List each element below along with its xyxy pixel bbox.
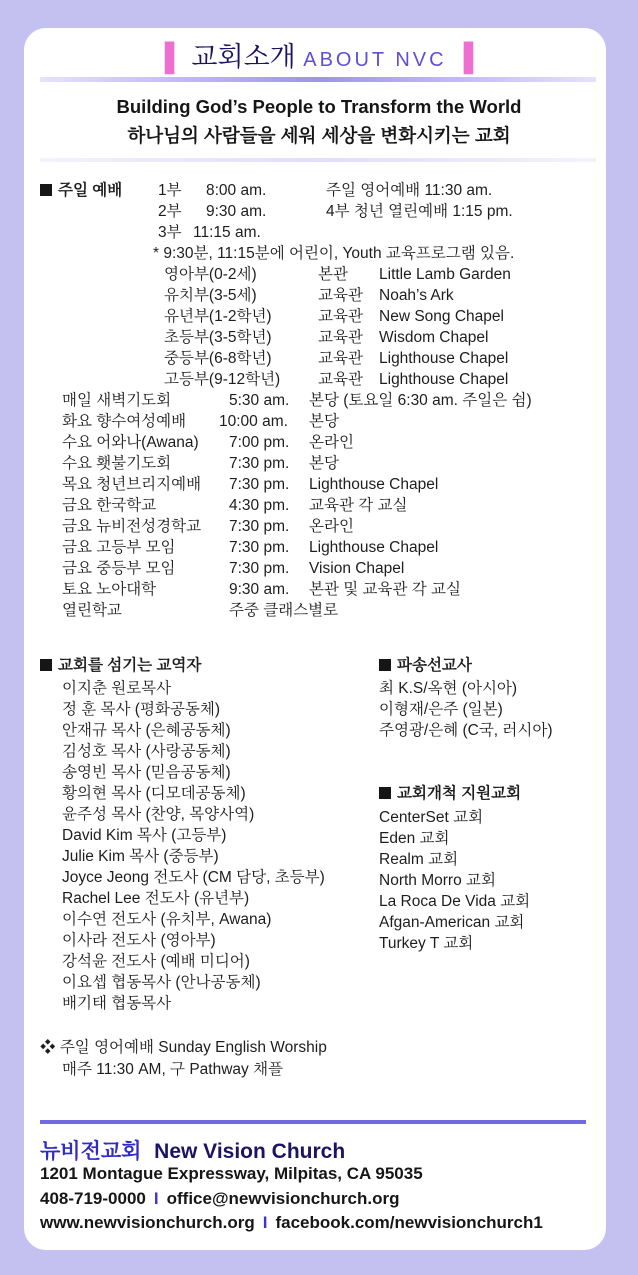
program-room: Wisdom Chapel: [379, 329, 489, 346]
square-bullet-icon: [379, 659, 391, 671]
plant-item: North Morro 교회: [379, 872, 496, 889]
motto-divider: [40, 158, 596, 162]
motto-ko: 하나님의 사람들을 세워 세상을 변화시키는 교회: [127, 125, 511, 146]
footer-web: [40, 1213, 543, 1233]
schedule-place: Vision Chapel: [309, 560, 405, 577]
plant-item: Realm 교회: [379, 851, 459, 868]
schedule-name: 금요 뉴비전성경학교: [62, 518, 202, 535]
square-bullet-icon: [40, 184, 52, 196]
schedule-name: 수요 횃불기도회: [62, 455, 172, 472]
program-dept: 영아부(0-2세): [164, 266, 257, 283]
youth-worship-time: 4부 청년 열린예배 1:15 pm.: [326, 203, 513, 220]
worship-svc-3: 3부: [158, 224, 182, 241]
schedule-place: 온라인: [309, 434, 354, 451]
worship-heading: 주일 예배: [40, 182, 122, 200]
staff-heading: 교회를 섬기는 교역자: [40, 657, 201, 675]
education-note: * 9:30분, 11:15분에 어린이, Youth 교육프로그램 있음.: [153, 245, 515, 262]
staff-item: Rachel Lee 전도사 (유년부): [62, 890, 250, 907]
schedule-place: 본관 및 교육관 각 교실: [309, 581, 461, 598]
schedule-time: 7:30 pm.: [229, 455, 290, 472]
worship-time-1: 8:00 am.: [206, 182, 267, 199]
staff-item: 이요셉 협동목사 (안나공동체): [62, 974, 261, 991]
staff-item: 안재규 목사 (은혜공동체): [62, 722, 231, 739]
schedule-time: 7:00 pm.: [229, 434, 290, 451]
english-worship-time: 주일 영어예배 11:30 am.: [326, 182, 493, 199]
schedule-time: 5:30 am.: [229, 392, 290, 409]
footer-church-name: [40, 1135, 345, 1165]
header-title-en: ABOUT NVC: [303, 49, 447, 71]
worship-time-3: 11:15 am.: [193, 224, 261, 241]
plant-item: CenterSet 교회: [379, 809, 484, 826]
schedule-name: 목요 청년브리지예배: [62, 476, 202, 493]
worship-svc-1: 1부: [158, 182, 182, 199]
schedule-time: 9:30 am.: [229, 581, 290, 598]
footer-address: 1201 Montague Expressway, Milpitas, CA 95035: [40, 1164, 423, 1183]
schedule-time: 7:30 pm.: [229, 518, 290, 535]
footer-website[interactable]: www.newvisionchurch.org: [40, 1213, 255, 1232]
program-room: Noah’s Ark: [379, 287, 454, 304]
program-building: 교육관: [318, 329, 363, 346]
section-header: [0, 42, 638, 75]
staff-item: Joyce Jeong 전도사 (CM 담당, 초등부): [62, 869, 325, 886]
schedule-place: Lighthouse Chapel: [309, 539, 439, 556]
program-room: Lighthouse Chapel: [379, 371, 509, 388]
staff-item: 강석윤 전도사 (예배 미디어): [62, 953, 250, 970]
plant-item: Afgan-American 교회: [379, 914, 525, 931]
footer-phone: 408-719-0000: [40, 1189, 146, 1208]
program-dept: 중등부(6-8학년): [164, 350, 272, 367]
square-bullet-icon: [379, 787, 391, 799]
schedule-name: 수요 어와나(Awana): [62, 434, 199, 451]
footer-contact: [40, 1189, 400, 1209]
schedule-place: 교육관 각 교실: [309, 497, 408, 514]
church-name-en: New Vision Church: [154, 1140, 346, 1163]
schedule-time: 7:30 pm.: [229, 476, 290, 493]
staff-item: 이수연 전도사 (유치부, Awana): [62, 911, 272, 928]
staff-item: 정 훈 목사 (평화공동체): [62, 701, 221, 718]
plant-item: La Roca De Vida 교회: [379, 893, 531, 910]
staff-item: 이지춘 원로목사: [62, 680, 172, 697]
program-building: 교육관: [318, 371, 363, 388]
schedule-place: 온라인: [309, 518, 354, 535]
schedule-name: 매일 새벽기도회: [62, 392, 172, 409]
church-name-ko: 뉴비전교회: [40, 1140, 142, 1163]
schedule-name: 화요 향수여성예배: [62, 413, 187, 430]
footer-divider: [40, 1120, 586, 1124]
program-room: Little Lamb Garden: [379, 266, 511, 283]
motto-en: Building God’s People to Transform the World: [116, 96, 522, 117]
schedule-place: 본당: [309, 455, 339, 472]
schedule-place: 본당: [309, 413, 339, 430]
missionary-item: 최 K.S/옥현 (아시아): [379, 680, 518, 697]
schedule-name: 금요 고등부 모임: [62, 539, 176, 556]
footer-facebook[interactable]: facebook.com/newvisionchurch1: [275, 1213, 543, 1232]
square-bullet-icon: [40, 659, 52, 671]
english-worship-detail: 매주 11:30 AM, 구 Pathway 채플: [62, 1061, 284, 1078]
program-dept: 유년부(1-2학년): [164, 308, 272, 325]
schedule-name: 금요 한국학교: [62, 497, 157, 514]
schedule-time: 10:00 am.: [219, 413, 288, 430]
program-building: 교육관: [318, 287, 363, 304]
schedule-place: 주중 클래스별로: [229, 602, 339, 619]
header-divider: [40, 77, 596, 82]
program-dept: 초등부(3-5학년): [164, 329, 272, 346]
program-room: New Song Chapel: [379, 308, 504, 325]
schedule-name: 금요 중등부 모임: [62, 560, 176, 577]
footer-separator: I: [262, 1213, 268, 1232]
schedule-name: 열린학교: [62, 602, 122, 619]
plant-item: Eden 교회: [379, 830, 450, 847]
program-building: 교육관: [318, 308, 363, 325]
worship-time-2: 9:30 am.: [206, 203, 267, 220]
header-title-ko: 교회소개: [191, 42, 296, 72]
program-room: Lighthouse Chapel: [379, 350, 509, 367]
staff-item: 송영빈 목사 (믿음공동체): [62, 764, 231, 781]
footer-separator: I: [153, 1189, 159, 1208]
staff-item: David Kim 목사 (고등부): [62, 827, 227, 844]
header-marker-right: ▐: [454, 42, 474, 72]
staff-item: 김성호 목사 (사랑공동체): [62, 743, 231, 760]
schedule-place: Lighthouse Chapel: [309, 476, 439, 493]
schedule-name: 토요 노아대학: [62, 581, 157, 598]
schedule-place: 본당 (토요일 6:30 am. 주일은 쉼): [309, 392, 532, 409]
program-building: 본관: [318, 266, 348, 283]
staff-item: 배기태 협동목사: [62, 995, 172, 1012]
english-worship-note: ❖ 주일 영어예배 Sunday English Worship: [40, 1039, 327, 1056]
staff-item: 이사라 전도사 (영아부): [62, 932, 216, 949]
staff-item: 황의현 목사 (디모데공동체): [62, 785, 246, 802]
missionaries-heading: 파송선교사: [379, 657, 472, 675]
missionary-item: 주영광/은혜 (C국, 러시아): [379, 722, 553, 739]
program-dept: 유치부(3-5세): [164, 287, 257, 304]
staff-item: Julie Kim 목사 (중등부): [62, 848, 219, 865]
missionary-item: 이형재/은주 (일본): [379, 701, 503, 718]
schedule-time: 7:30 pm.: [229, 539, 290, 556]
schedule-time: 7:30 pm.: [229, 560, 290, 577]
schedule-time: 4:30 pm.: [229, 497, 290, 514]
program-dept: 고등부(9-12학년): [164, 371, 281, 388]
plant-item: Turkey T 교회: [379, 935, 474, 952]
worship-svc-2: 2부: [158, 203, 182, 220]
header-marker-left: ▌: [164, 42, 184, 72]
diamond-bullet-icon: ❖: [40, 1039, 56, 1056]
plants-heading: 교회개척 지원교회: [379, 785, 521, 803]
program-building: 교육관: [318, 350, 363, 367]
staff-item: 윤주성 목사 (찬양, 목양사역): [62, 806, 255, 823]
footer-email[interactable]: office@newvisionchurch.org: [166, 1189, 400, 1208]
